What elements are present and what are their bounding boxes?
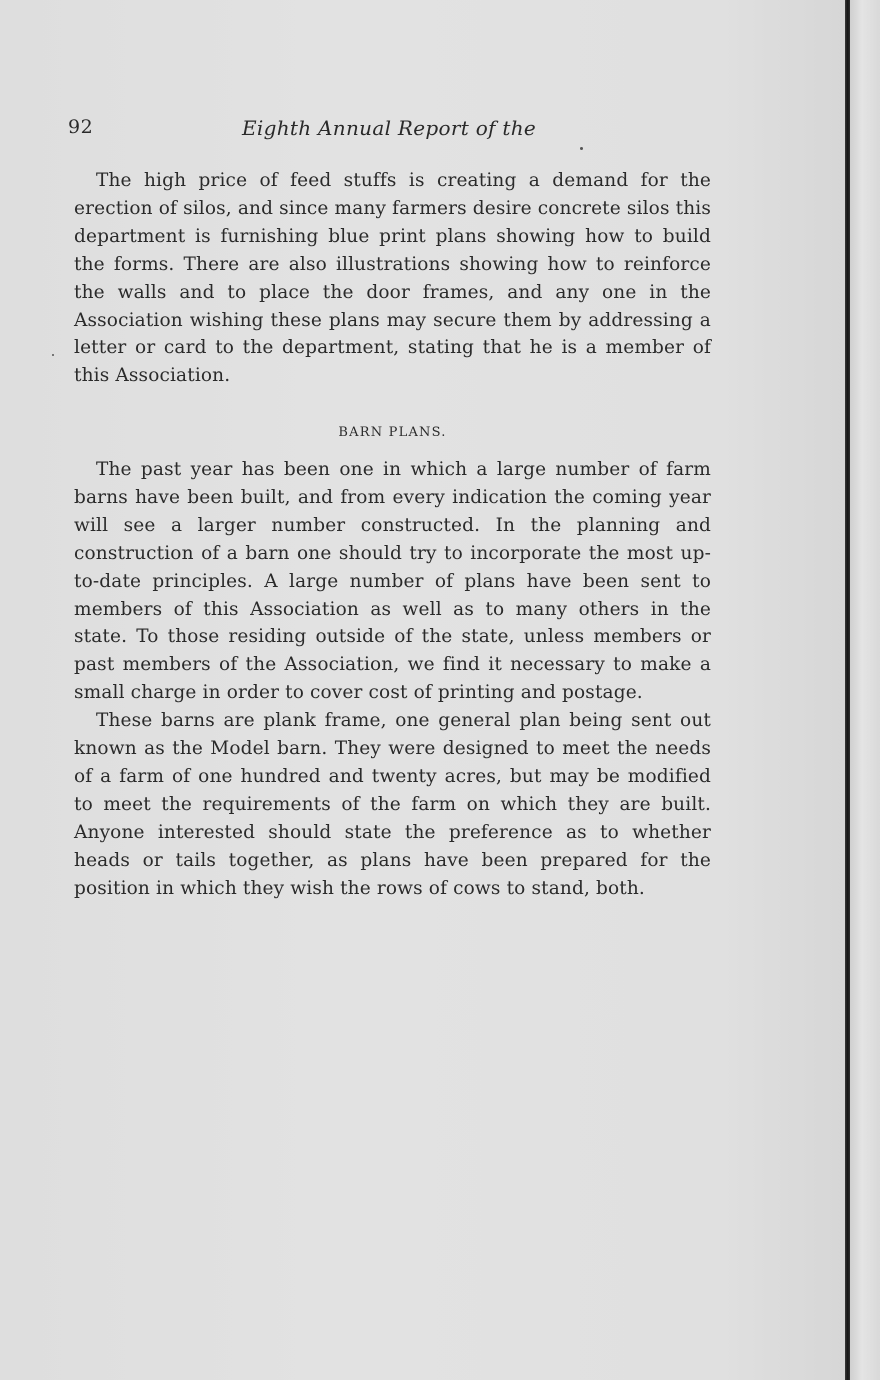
body-paragraph: These barns are plank frame, one general plan being sent out known as the Model barn. They were designed to meet the needs of a farm of one hundred and twenty acres, but may be modified to meet the requirements of the farm on which they are built. Anyone interested should state the preference as to whether heads or tails together, as plans have been prepared for the position in which they wish the rows of cows to stand, both. — [74, 710, 711, 899]
barn-plans-section — [74, 456, 711, 903]
body-paragraph: The high price of feed stuffs is creating a demand for the erection of silos, and since many farmers desire concrete silos this department is furnishing blue print plans showing how to build the forms. There are also illustrations showing how to reinforce the walls and to place the door frames, and any one in the Association wishing these plans may secure them by addressing a letter or card to the department, stating that he is a member of this Association. — [74, 170, 711, 387]
section-heading-barn-plans: BARN PLANS. — [338, 425, 447, 440]
body-paragraph: The past year has been one in which a large number of farm barns have been built, and from every indication the coming year will see a larger number constructed. In the planning and construction of a barn one should try to incorporate the most up-to-date principles. A large number of plans have been sent to members of this Association as well as to many others in the state. To those residing outside of the state, unless members or past members of the Association, we find it necessary to make a small charge in order to cover cost of printing and postage. — [74, 459, 711, 704]
silo-plans-section — [74, 167, 711, 390]
page-header — [68, 116, 708, 144]
next-page-edge — [850, 0, 880, 1380]
page-number: 92 — [68, 116, 94, 138]
running-head: Eighth Annual Report of the — [242, 116, 537, 140]
ink-speck — [580, 147, 583, 150]
ink-speck — [52, 354, 54, 356]
